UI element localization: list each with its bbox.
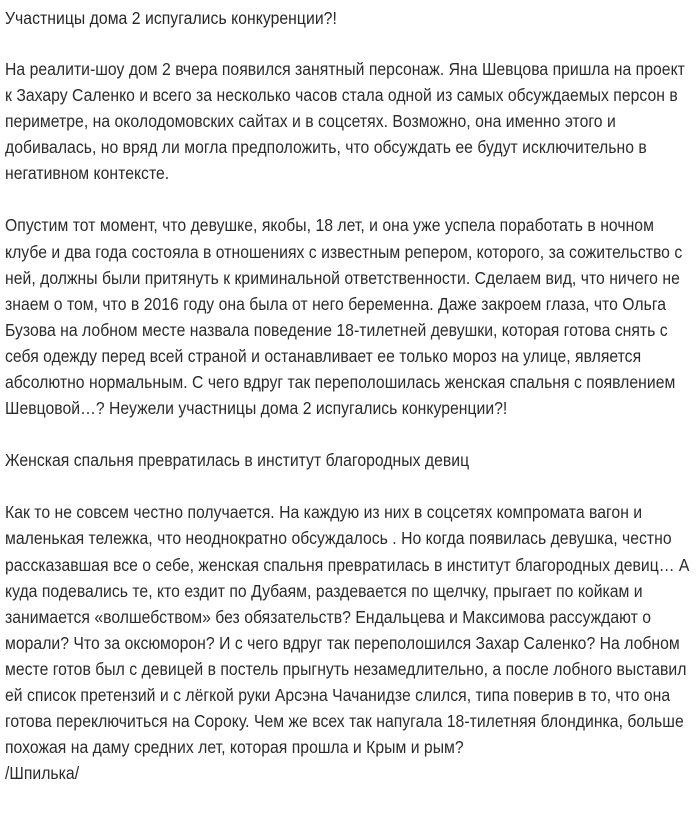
page-title xyxy=(5,7,693,29)
article-paragraph-3 xyxy=(5,499,693,786)
article-paragraph-2-text: Опустим тот момент, что девушке, якобы, 18 лет, и она уже успела поработать в ночном клубе и два года состояла в отношениях с известным репером, которого, за сожительство с ней, должны были притянуть к криминальной ответственности. Сделаем вид, что ничего не знаем о том, что в 2016 году она была от него беременна. Даже закроем глаза, что Ольга Бузова на лобном месте назвала поведение 18-тилетней девушки, которая готова снять с себя одежду перед всей страной и останавливает ее только мороз на улице, является абсолютно нормальным. С чего вдруг так переполошилась женская спальня с появлением Шевцовой…? Неужели участницы дома 2 испугались конкуренции?! xyxy=(5,215,683,419)
article-paragraph-3-text: Как то не совсем честно получается. На каждую из них в соцсетях компромата вагон и маленькая тележка, что неоднократно обсуждалось . Но когда появилась девушка, честно рассказавшая все о себе, женская спальня превратилась в институт благородных девиц… А куда подевались те, кто ездит по Дубаям, раздевается по щелчку, прыгает по койкам и занимается «волшебством» без обязательств? Ендальцева и Максимова рассуждают о морали? Что за оксюморон? И с чего вдруг так переполошился Захар Саленко? На лобном месте готов был с девицей в постель прыгнуть незамедлительно, а после лобного выставил ей список претензий и с лёгкой руки Арсэна Чачанидзе слился, типа поверив в то, что она готова переключиться на Сороку. Чем же всех так напугала 18-тилетняя блондинка, больше похожая на даму средних лет, которая прошла и Крым и рым? xyxy=(5,502,690,758)
article-paragraph-2 xyxy=(5,212,693,421)
article-signature: /Шпилька/ xyxy=(5,763,80,784)
article-subheading-text: Женская спальня превратилась в институт благородных девиц xyxy=(5,450,470,471)
page-title-text: Участницы дома 2 испугались конкуренции?! xyxy=(5,8,337,28)
article-paragraph-1 xyxy=(5,56,693,186)
article-paragraph-1-text: На реалити-шоу дом 2 вчера появился занятный персонаж. Яна Шевцова пришла на проект к Захару Саленко и всего за несколько часов стала одной из самых обсуждаемых персон в периметре, на околодомовских сайтах и в соцсетях. Возможно, она именно этого и добивалась, но вряд ли могла предположить, что обсуждать ее будут исключительно в негативном контексте. xyxy=(5,59,685,184)
article-subheading xyxy=(5,447,693,473)
